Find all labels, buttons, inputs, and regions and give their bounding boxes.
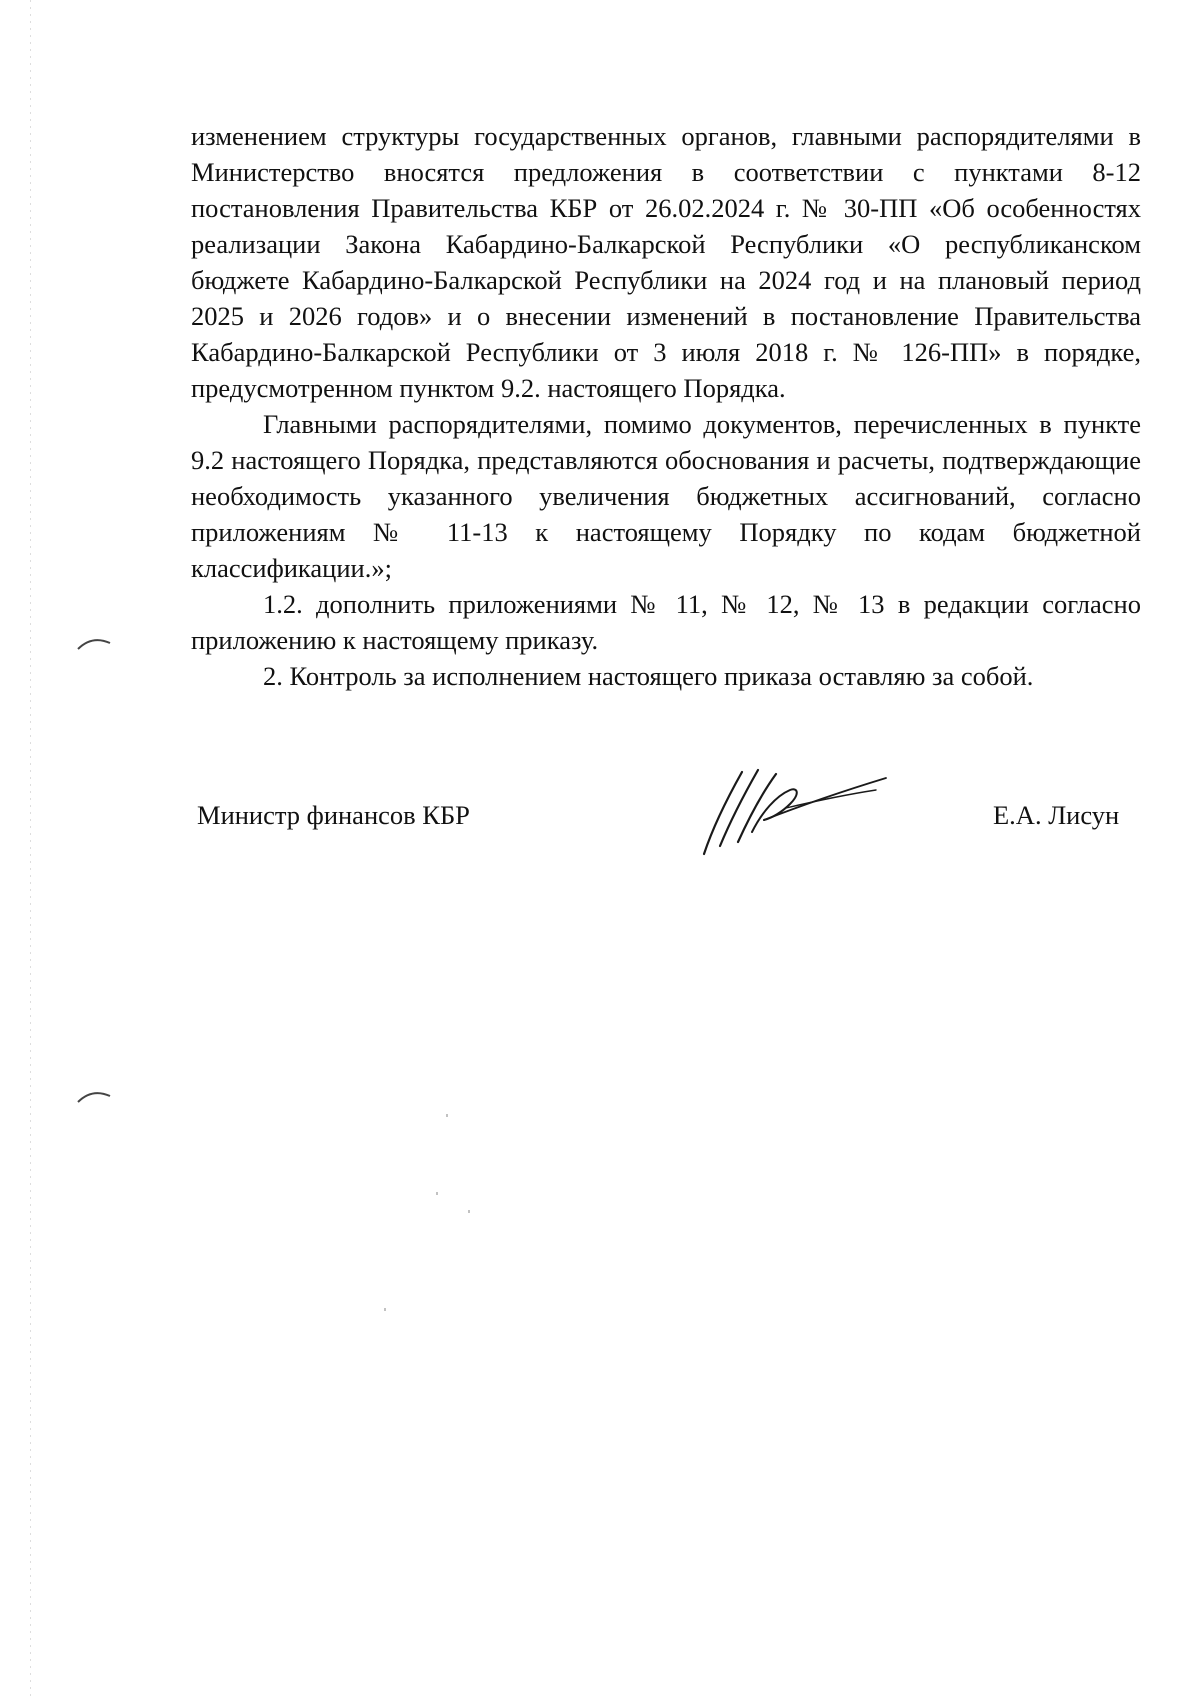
- scan-edge-line: [30, 0, 31, 1697]
- punch-hole-mark-lower: [74, 1086, 114, 1108]
- paragraph-justification: Главными распорядителями, помимо документов, перечисленных в пункте 9.2 настоящего Порядка, представляются обоснования и расчеты, подтверждающие необходимость указанного увеличения бюджетных ассигнований, согласно приложениям № 11-13 к настоящему Порядку по кодам бюджетной классификации.»;: [191, 409, 1141, 583]
- signatory-position: Министр финансов КБР: [197, 800, 470, 830]
- handwritten-signature: [690, 760, 890, 870]
- punch-hole-mark-upper: [74, 633, 114, 655]
- scan-speck: [446, 1114, 448, 1117]
- paragraph-item-1-2: 1.2. дополнить приложениями № 11, № 12, № 13 в редакции согласно приложению к настоящему приказу.: [191, 589, 1141, 655]
- document-body: [191, 118, 1141, 694]
- scan-speck: [436, 1192, 438, 1195]
- signatory-name: Е.А. Лисун: [993, 800, 1120, 830]
- paragraph-continuation: изменением структуры государственных органов, главными распорядителями в Министерство вносятся предложения в соответствии с пунктами 8-12 постановления Правительства КБР от 26.02.2024 г. № 30-ПП «Об особенностях реализации Закона Кабардино-Балкарской Республики «О республиканском бюджете Кабардино-Балкарской Республики на 2024 год и на плановый период 2025 и 2026 годов» и о внесении изменений в постановление Правительства Кабардино-Балкарской Республики от 3 июля 2018 г. № 126-ПП» в порядке, предусмотренном пунктом 9.2. настоящего Порядка.: [191, 121, 1141, 403]
- scan-speck: [384, 1308, 386, 1311]
- paragraph-item-2: 2. Контроль за исполнением настоящего приказа оставляю за собой.: [263, 661, 1034, 691]
- scan-speck: [468, 1210, 470, 1213]
